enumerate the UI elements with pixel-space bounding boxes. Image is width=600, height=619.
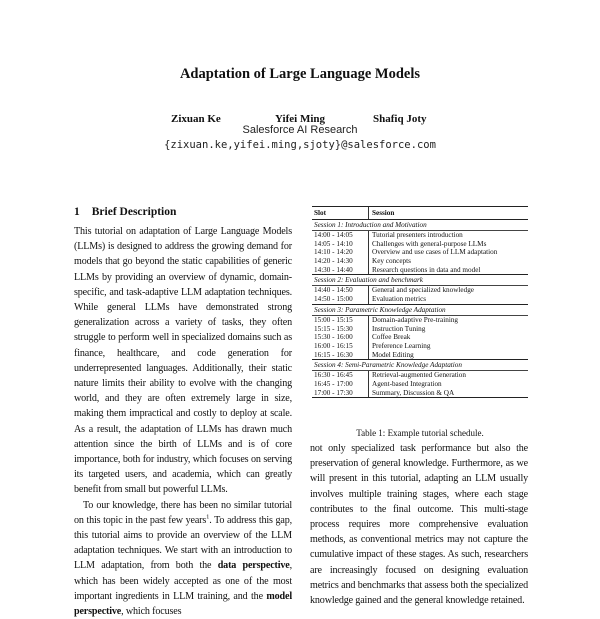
table-row — [312, 240, 528, 249]
table-session-group — [312, 305, 528, 360]
session-cell: Overview and use cases of LLM adaptation — [368, 248, 497, 257]
section-heading — [74, 206, 176, 218]
session-cell: Key concepts — [368, 257, 411, 266]
session-cell: Challenges with general-purpose LLMs — [368, 240, 486, 249]
session-title: Session 3: Parametric Knowledge Adaptation — [312, 305, 528, 316]
schedule-table — [312, 206, 528, 398]
slot-cell: 16:45 - 17:00 — [314, 379, 353, 388]
slot-cell: 14:30 - 14:40 — [314, 265, 353, 274]
table-session-group — [312, 360, 528, 397]
author-name: Yifei Ming — [275, 113, 325, 125]
table-row — [312, 248, 528, 257]
session-title: Session 4: Semi-Parametric Knowledge Adaptation — [312, 360, 528, 371]
table-row — [312, 231, 528, 240]
bold-term: model perspective — [74, 590, 292, 618]
session-cell: Tutorial presenters introduction — [368, 231, 463, 240]
slot-cell: 14:20 - 14:30 — [314, 257, 353, 266]
slot-cell: 14:50 - 15:00 — [314, 295, 353, 304]
table-row — [312, 371, 528, 380]
header-slot: Slot — [314, 209, 326, 217]
session-cell: Model Editing — [368, 351, 414, 360]
author-affiliation: Salesforce AI Research — [242, 124, 358, 136]
text-span: . To address this gap, this tutorial aims to provide an overview of the LLM adaptation techniques. We start with an introduction to LLM adaptation, from both the — [74, 514, 292, 572]
paper-title: Adaptation of Large Language Models — [179, 66, 421, 82]
header-session: Session — [368, 207, 394, 219]
table-session-group — [312, 275, 528, 304]
table-row — [312, 389, 528, 398]
table-row — [312, 316, 528, 325]
session-cell: Retrieval-augmented Generation — [368, 371, 466, 380]
text-span: , which has been widely accepted as one of the most important ingredients in LLM training, and the — [74, 560, 292, 602]
slot-cell: 15:30 - 16:00 — [314, 333, 353, 342]
section-number: 1 — [74, 206, 80, 218]
table-body — [312, 220, 528, 397]
slot-cell: 16:00 - 16:15 — [314, 341, 353, 350]
session-cell: Preference Learning — [368, 342, 430, 351]
slot-cell: 16:30 - 16:45 — [314, 371, 353, 380]
table-row — [312, 295, 528, 304]
slot-cell: 15:00 - 15:15 — [314, 315, 353, 324]
text-span: , which focuses — [121, 606, 182, 618]
session-cell: Evaluation metrics — [368, 295, 426, 304]
text-span: To our knowledge, there has been no similar tutorial on this topic in the past few years — [74, 499, 292, 526]
session-cell: Agent-based Integration — [368, 380, 442, 389]
paragraph — [74, 498, 292, 619]
slot-cell: 14:05 - 14:10 — [314, 239, 353, 248]
left-column-text — [74, 224, 292, 619]
slot-cell: 14:40 - 14:50 — [314, 286, 353, 295]
session-cell: Coffee Break — [368, 333, 410, 342]
slot-cell: 15:15 - 15:30 — [314, 324, 353, 333]
session-cell: Summary, Discussion & QA — [368, 389, 454, 398]
table-row — [312, 333, 528, 342]
table-row — [312, 286, 528, 295]
author-name: Zixuan Ke — [171, 113, 221, 125]
right-column-text — [310, 441, 528, 608]
table-header — [312, 207, 528, 220]
slot-cell: 17:00 - 17:30 — [314, 388, 353, 397]
session-title: Session 1: Introduction and Motivation — [312, 220, 528, 231]
paragraph: This tutorial on adaptation of Large Language Models (LLMs) is designed to address the growing demand for models that go beyond the static capabilities of generic LLMs by providing an overview of dynamic, domain-specific, and task-adaptive LLM adaptation techniques. While general LLMs have demonstrated strong generalization across a variety of tasks, they often struggle to perform well in specialized domains such as finance, healthcare, and code generation for underrepresented languages. Additionally, their static nature limits their ability to evolve with the changing world, and they are often extremely large in size, making them impractical and costly to deploy at scale. As a result, the adaptation of LLMs has drawn much attention since the birth of LLMs and is of core importance, both for industry, which focuses on serving its targeted users, and academia, which can greatly benefit from small but powerful LLMs. — [74, 226, 292, 496]
table-session-group — [312, 220, 528, 275]
session-cell: Domain-adaptive Pre-training — [368, 316, 458, 325]
paragraph: not only specialized task performance but also the preservation of general knowledge. Furthermore, as we will present in this tutorial, adapting an LLM usually involves multiple training stages, where each stage contributes to the final outcome. This multi-stage process requires more comprehensive evaluation methods, as conventional metrics may not capture the cumulative impact of these stages. As such, researchers are increasingly focused on designing evaluation metrics and benchmarks that assess both the specialized knowledge gained and the general knowledge retained. — [310, 443, 528, 607]
session-cell: Research questions in data and model — [368, 266, 480, 275]
table-row — [312, 380, 528, 389]
slot-cell: 14:00 - 14:05 — [314, 231, 353, 239]
table-row — [312, 325, 528, 334]
section-title: Brief Description — [91, 206, 177, 218]
bold-term: data perspective — [217, 560, 290, 572]
table-row — [312, 266, 528, 275]
slot-cell: 14:10 - 14:20 — [314, 248, 353, 257]
slot-cell: 16:15 - 16:30 — [314, 350, 353, 359]
author-name: Shafiq Joty — [373, 113, 427, 125]
table-row — [312, 257, 528, 266]
table-row — [312, 351, 528, 360]
table-row — [312, 342, 528, 351]
footnote-marker: 1 — [206, 513, 210, 521]
session-cell: General and specialized knowledge — [368, 286, 474, 295]
session-title: Session 2: Evaluation and benchmark — [312, 275, 528, 286]
table-caption: Table 1: Example tutorial schedule. — [356, 428, 484, 438]
session-cell: Instruction Tuning — [368, 325, 425, 334]
author-emails: {zixuan.ke,yifei.ming,sjoty}@salesforce.com — [164, 139, 436, 151]
